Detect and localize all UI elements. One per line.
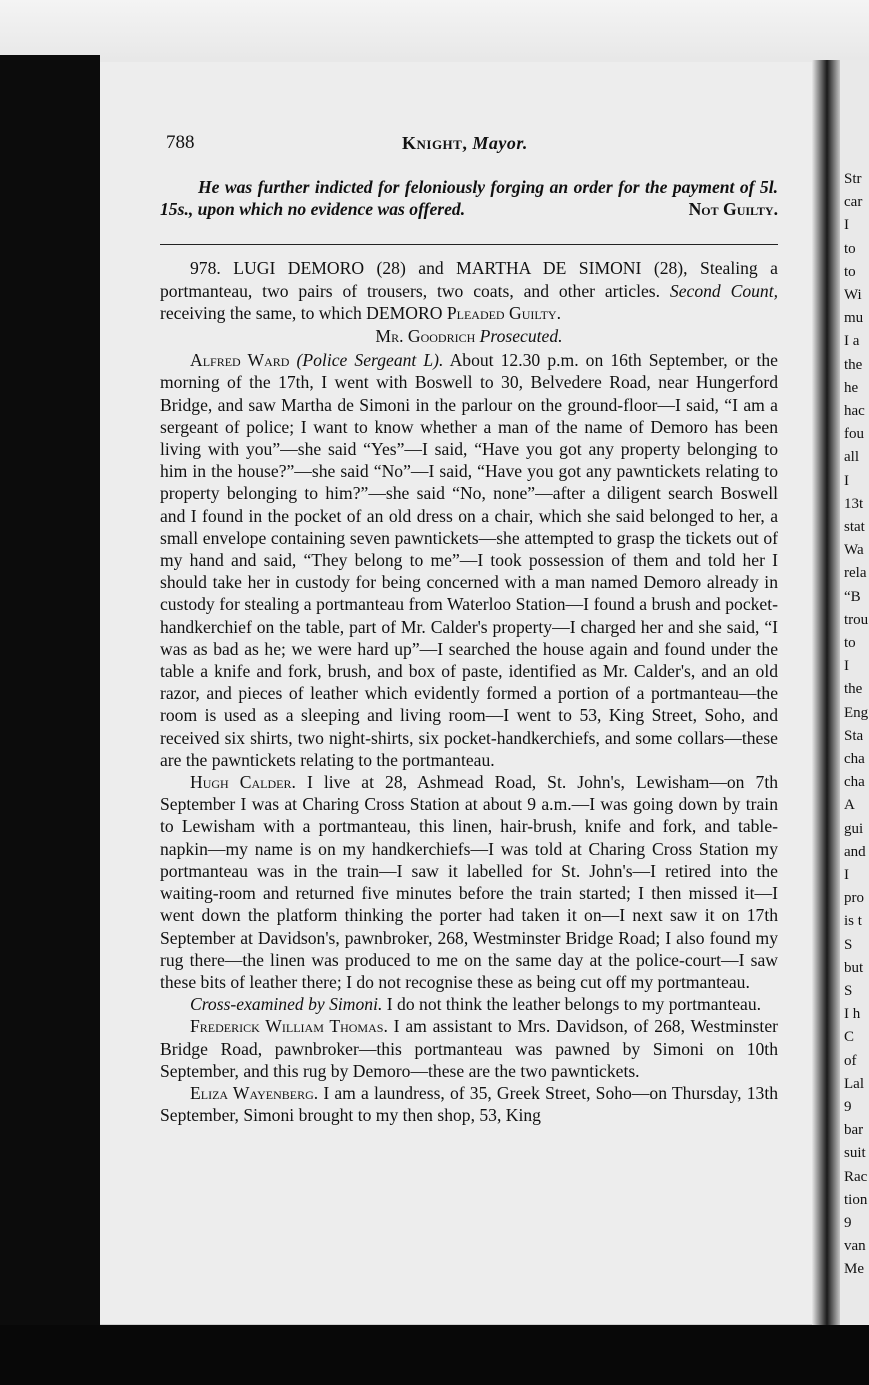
adjacent-page-text: all — [844, 449, 859, 466]
indictment-note — [160, 176, 778, 220]
adjacent-page-text: cha — [844, 774, 865, 791]
adjacent-page-text: fou — [844, 426, 864, 443]
scanner-edge-bottom — [0, 1325, 869, 1385]
testimony-wayenberg — [160, 1082, 778, 1126]
adjacent-page-text: 9 — [844, 1215, 852, 1231]
adjacent-page-text: C — [844, 1029, 855, 1046]
witness-name: Eliza Wayenberg. — [190, 1082, 319, 1103]
case-charge-1: Stealing a portmanteau, two pairs of trousers, two coats, and other articles. — [160, 258, 778, 301]
adjacent-page-text: Str — [844, 171, 862, 187]
testimony-text: About 12.30 p.m. on 16th September, or the morning of the 17th, I went with Boswell to 30, Belvedere Road, near Hungerford Bridge, and saw Martha de Simoni in the parlour on the ground-floor—I said, “I am a sergeant of police; I want to know whether a man of the name of Demoro has been living with you”—she said “Yes”—I said, “Have you got any property belonging to him in the house?”—she said “No”—I said, “Have you got any pawntickets relating to property belonging to him?”—she said “No, none”—after a diligent search Boswell and I found in the pocket of an old dress on a chair, which she said belonged to her, a small envelope containing seven pawntickets—she attempted to grasp the tickets out of my hand and said, “They belong to me”—I took possession of them and told her I should take her in custody for being concerned with a man named Demoro already in custody for stealing a portmanteau from Waterloo Station—I found a brush and pocket-handkerchief on the table, part of Mr. Calder's property—I charged her and she said, “I was as bad as he; we were hard up”—I searched the house again and found under the table a knife and fork, brush, and box of paste, identified as Mr. Calder's, and an old razor, and pieces of leather which evidently formed a portion of a portmanteau—the room is used as a sleeping and living room—I went to 53, King Street, Soho, and received six shirts, two night-shirts, six pocket-handkerchiefs, and some collars—these are the pawntickets relating to the portmanteau. — [160, 350, 778, 770]
adjacent-page-text: pro — [844, 890, 864, 907]
adjacent-page-text: Wa — [844, 542, 864, 559]
prosecutor-line — [160, 325, 778, 347]
adjacent-page-text: I — [844, 217, 849, 234]
running-head — [402, 132, 528, 154]
case-heading — [160, 257, 778, 324]
adjacent-page-text: and — [844, 843, 866, 860]
page-header — [160, 132, 778, 162]
adjacent-page-text: “B — [844, 588, 861, 605]
book-gutter — [812, 60, 842, 1330]
prosecutor-name: Mr. Goodrich — [375, 326, 476, 347]
case-defendants: LUGI DEMORO (28) and MARTHA DE SIMONI (28), — [233, 258, 688, 279]
adjacent-page-text: 13t — [844, 495, 864, 512]
adjacent-page-text: hac — [844, 403, 865, 419]
testimony-calder — [160, 771, 778, 993]
adjacent-page-text: tion — [844, 1191, 868, 1208]
second-count-label: Second Count, — [669, 280, 778, 301]
verdict: Not Guilty. — [688, 199, 778, 220]
running-head-title: Mayor. — [472, 133, 528, 153]
adjacent-page-fragment — [840, 60, 869, 1325]
adjacent-page-text: Wi — [844, 287, 862, 303]
adjacent-page-text: cha — [844, 751, 865, 767]
adjacent-page-text: van — [844, 1238, 866, 1255]
adjacent-page-text: the — [844, 356, 863, 373]
cross-exam-label: Cross-examined by Simoni. — [190, 994, 383, 1015]
scanner-margin-top — [0, 0, 869, 70]
adjacent-page-text: Lal — [844, 1075, 864, 1092]
adjacent-page-text: but — [844, 959, 864, 976]
adjacent-page-text: car — [844, 194, 863, 211]
case-charge-2: receiving the same, to which DEMORO — [160, 302, 443, 323]
scanner-edge-left — [0, 55, 100, 1385]
running-head-name: Knight, — [402, 133, 468, 153]
indictment-text: He was further indicted for feloniously forging an order for the payment of 5l. 15s., upon which no evidence was offered. — [160, 177, 778, 220]
adjacent-page-text: Eng — [844, 704, 869, 721]
testimony-thomas — [160, 1015, 778, 1082]
cross-examination — [160, 993, 778, 1015]
testimony-ward — [160, 349, 778, 771]
adjacent-page-text: the — [844, 681, 863, 698]
testimony-text: I live at 28, Ashmead Road, St. John's, Lewisham—on 7th September I was at Charing Cross Station at about 9 a.m.—I was going down by train to Lewisham with a portmanteau, this linen, hair-brush, knife and fork, and table-napkin—my name is on my handkerchiefs—I was told at Charing Cross Station my portmanteau was in the train—I saw it labelled for St. John's—I retired into the waiting-room and returned five minutes before the train started; I then missed it—I went down the platform thinking the porter had taken it on—I next saw it on 17th September at Davidson's, pawnbroker, 268, Westminster Bridge Road; I also found my rug there—the linen was produced to me on the same day at the police-court—I saw these bits of leather there; I do not recognise these as being cut off my portmanteau. — [160, 772, 779, 992]
adjacent-page-text: suit — [844, 1145, 866, 1162]
page-content — [160, 130, 778, 1126]
witness-name: Frederick William Thomas. — [190, 1016, 388, 1037]
adjacent-page-text: I — [844, 472, 849, 489]
witness-name: Hugh Calder. — [190, 772, 296, 793]
plea: Pleaded Guilty. — [446, 302, 561, 323]
adjacent-page-text: I — [844, 658, 849, 675]
testimony-text: I am a laundress, of 35, Greek Street, Soho—on Thursday, 13th September, Simoni brought to my then shop, 53, King — [160, 1082, 779, 1126]
prosecutor-role: Prosecuted. — [479, 326, 563, 347]
adjacent-page-text: mu — [844, 310, 864, 327]
adjacent-page-text: I — [844, 867, 849, 883]
witness-role: (Police Sergeant L). — [296, 350, 444, 371]
adjacent-page-text: S — [844, 936, 853, 953]
adjacent-page-text: bar — [844, 1122, 864, 1139]
adjacent-page-text: S — [844, 983, 853, 999]
section-divider — [160, 244, 778, 245]
adjacent-page-text: gui — [844, 820, 864, 837]
adjacent-page-text: of — [844, 1052, 857, 1069]
adjacent-page-text: Rac — [844, 1168, 868, 1185]
testimony-text: I am assistant to Mrs. Davidson, of 268, Westminster Bridge Road, pawnbroker—this portmanteau was pawned by Simoni on 10th September, and this rug by Demoro—these are the two pawntickets. — [160, 1016, 778, 1081]
case-number: 978. — [190, 258, 221, 279]
testimony-text: I do not think the leather belongs to my portmanteau. — [386, 994, 762, 1015]
adjacent-page-text: is t — [844, 913, 862, 930]
page-number: 788 — [166, 132, 195, 153]
adjacent-page-text: to — [844, 263, 856, 280]
adjacent-page-text: rela — [844, 565, 867, 582]
adjacent-page-text: Sta — [844, 727, 864, 744]
adjacent-page-text: to — [844, 635, 856, 651]
adjacent-page-text: to — [844, 240, 856, 257]
adjacent-page-text: stat — [844, 519, 865, 535]
adjacent-page-text: trou — [844, 611, 869, 628]
adjacent-page-text: A — [844, 797, 855, 814]
adjacent-page-text: I h — [844, 1006, 861, 1023]
adjacent-page-text: he — [844, 379, 859, 396]
adjacent-page-text: 9 — [844, 1099, 852, 1115]
witness-name: Alfred Ward — [190, 350, 290, 371]
adjacent-page-text: I a — [844, 333, 860, 350]
adjacent-page-text: Me — [844, 1261, 864, 1278]
